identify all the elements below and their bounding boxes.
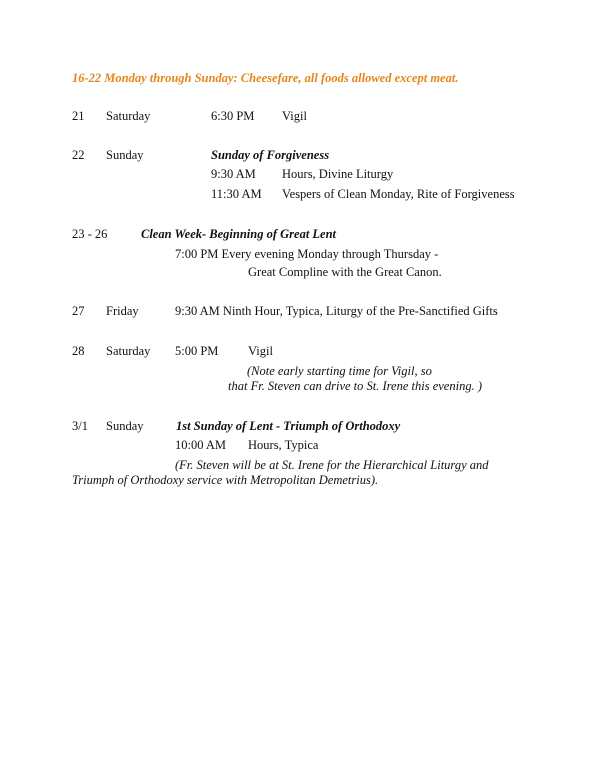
entry-note: (Note early starting time for Vigil, so [247, 364, 432, 378]
entry-event: 9:30 AM Ninth Hour, Typica, Liturgy of the Pre-Sanctified Gifts [175, 304, 498, 318]
entry-title: Clean Week- Beginning of Great Lent [141, 227, 337, 241]
entry-time: 11:30 AM [211, 187, 262, 201]
entry-date: 27 [72, 304, 85, 318]
entry-day: Sunday [106, 419, 144, 433]
entry-date: 21 [72, 109, 85, 123]
entry-line: Great Compline with the Great Canon. [248, 265, 442, 279]
entry-date: 3/1 [72, 419, 88, 433]
entry-note: that Fr. Steven can drive to St. Irene this evening. ) [228, 379, 482, 393]
entry-date: 28 [72, 344, 85, 358]
entry-line: 7:00 PM Every evening Monday through Thursday - [175, 247, 439, 261]
entry-day: Sunday [106, 148, 144, 162]
entry-note: Triumph of Orthodoxy service with Metropolitan Demetrius). [72, 473, 379, 487]
entry-date: 22 [72, 148, 85, 162]
entry-event: Hours, Typica [248, 438, 319, 452]
entry-time: 6:30 PM [211, 109, 255, 123]
entry-time: 9:30 AM [211, 167, 256, 181]
entry-event: Hours, Divine Liturgy [282, 167, 394, 181]
entry-time: 10:00 AM [175, 438, 227, 452]
entry-event: Vespers of Clean Monday, Rite of Forgiveness [282, 187, 515, 201]
entry-day: Friday [106, 304, 139, 318]
entry-title: Sunday of Forgiveness [211, 148, 330, 162]
entry-note: (Fr. Steven will be at St. Irene for the Hierarchical Liturgy and [175, 458, 489, 472]
entry-date: 23 - 26 [72, 227, 108, 241]
header-line: 16-22 Monday through Sunday: Cheesefare, all foods allowed except meat. [72, 71, 459, 85]
entry-time: 5:00 PM [175, 344, 219, 358]
entry-day: Saturday [106, 344, 151, 358]
entry-event: Vigil [248, 344, 273, 358]
entry-event: Vigil [282, 109, 307, 123]
entry-day: Saturday [106, 109, 151, 123]
entry-title: 1st Sunday of Lent - Triumph of Orthodoxy [176, 419, 401, 433]
